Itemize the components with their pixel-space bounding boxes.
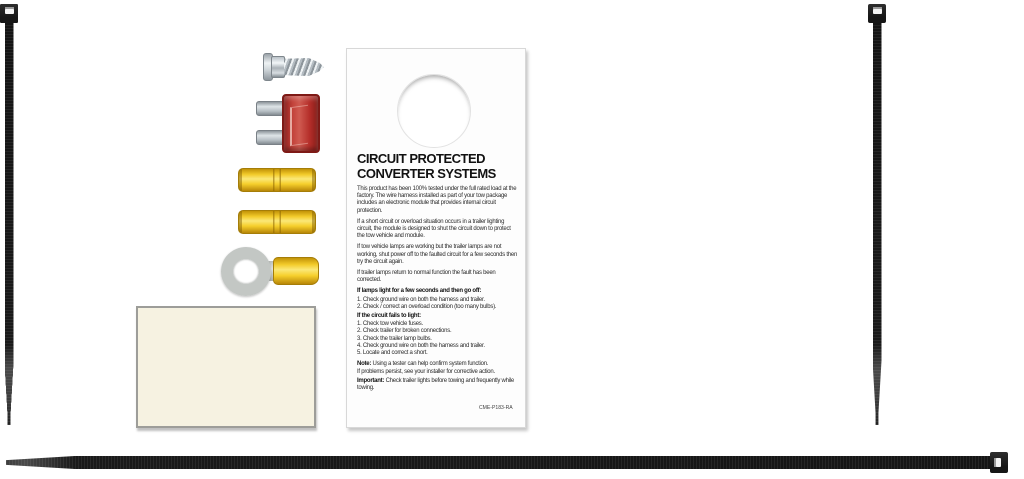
title-line-2: CONVERTER SYSTEMS	[357, 165, 496, 181]
adhesive-pad	[136, 306, 316, 428]
ring-terminal-sleeve	[273, 257, 319, 285]
screw-hex-head	[271, 56, 285, 78]
hang-tag-title	[357, 152, 519, 181]
cable-tie-head	[0, 4, 18, 23]
cable-tie-strap	[873, 23, 882, 425]
tag-paragraph: If tow vehicle lamps are working but the trailer lamps are not working, shut power off to the faulted circuit for a few seconds then try the circuit again.	[357, 244, 518, 265]
note-label: Note:	[357, 361, 372, 368]
cable-tie-strap	[6, 456, 990, 469]
ring-terminal-ring	[221, 247, 271, 296]
note-text: Using a tester can help confirm system function.	[371, 361, 489, 368]
cable-tie-head	[868, 4, 886, 23]
tag-list-item: 2. Check trailer for broken connections.	[357, 328, 452, 335]
tag-list-item: 3. Check the trailer lamp bulbs.	[357, 335, 432, 342]
tag-section-heading: If lamps light for a few seconds and then go off:	[357, 288, 482, 295]
fuse-blade-bottom	[256, 130, 285, 145]
tag-list-item: 1. Check tow vehicle fuses.	[357, 321, 423, 328]
cable-tie-horizontal	[6, 452, 1008, 473]
butt-connector-1	[238, 168, 316, 192]
hex-screw	[263, 50, 325, 84]
title-line-1: CIRCUIT PROTECTED	[357, 151, 485, 166]
cable-tie-strap	[5, 23, 14, 425]
ring-terminal	[221, 247, 319, 296]
tag-important-line	[357, 378, 519, 392]
hang-tag-text	[357, 152, 519, 393]
tag-paragraph: If trailer lamps return to normal function the fault has been corrected.	[357, 270, 496, 284]
tag-notes	[357, 361, 519, 392]
hang-tag-hole	[397, 74, 471, 148]
instruction-hang-tag	[346, 48, 526, 428]
fuse-body	[282, 94, 320, 153]
tag-list-item: 4. Check ground wire on both the harness and trailer.	[357, 342, 485, 349]
tag-paragraph: If a short circuit or overload situation occurs in a trailer lighting circuit, the module is designed to shut the circuit down to protect the tow vehicle and module.	[357, 218, 511, 240]
tag-paragraph: This product has been 100% tested under the full rated load at the factory. The wire harness installed as part of your tow package includes an electronic module that provides internal circuit protection.	[357, 186, 517, 214]
butt-connector-2	[238, 210, 316, 234]
important-text: Check trailer lights before towing and frequently while towing.	[357, 377, 514, 391]
tag-list-item: 1. Check ground wire on both the harness and trailer.	[357, 296, 485, 303]
tag-note-line	[357, 361, 519, 368]
fuse-blade-top	[256, 101, 285, 116]
tag-persist-line: If problems persist, see your installer for corrective action.	[357, 369, 495, 376]
cable-tie-vertical-1	[868, 4, 886, 425]
tag-section-heading: If the circuit fails to light:	[357, 313, 421, 320]
tag-list-item: 2. Check / correct an overload condition (too many bulbs).	[357, 303, 497, 310]
tag-list-item: 5. Locate and correct a short.	[357, 350, 428, 357]
fuse-element	[290, 105, 308, 147]
cable-tie-head	[990, 452, 1008, 473]
tag-part-number: CME-P183-RA	[479, 405, 513, 411]
blade-fuse	[256, 94, 320, 153]
screw-threads	[284, 58, 324, 76]
important-label: Important:	[357, 377, 385, 384]
cable-tie-vertical-8	[0, 4, 18, 425]
